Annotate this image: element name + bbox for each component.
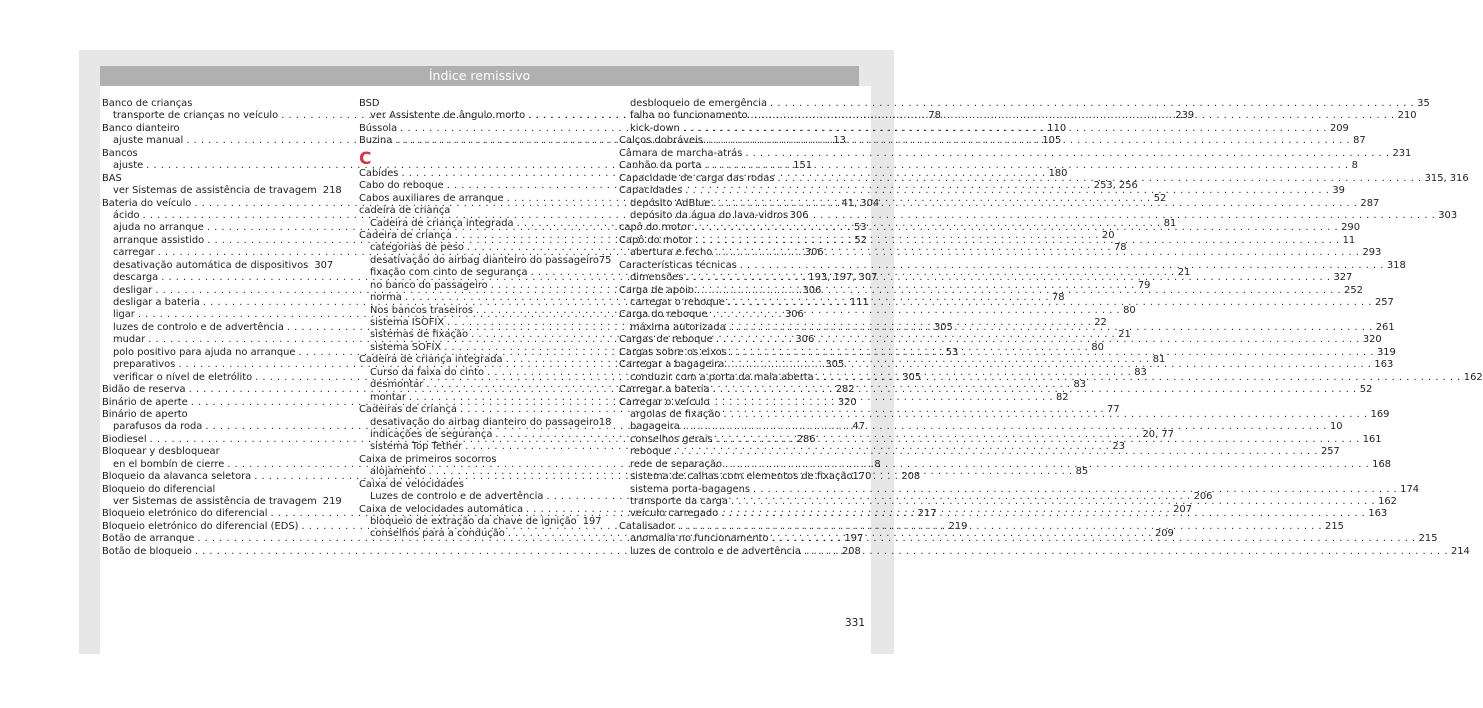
entry-page-ref: 11 bbox=[1342, 234, 1356, 246]
entry-page-ref: 23 bbox=[1112, 441, 1125, 453]
index-subentry bbox=[359, 416, 612, 429]
entry-term: ver Sistemas de assistência de travagem bbox=[113, 185, 317, 197]
index-entry bbox=[619, 259, 1406, 272]
leader-dots bbox=[751, 110, 1395, 122]
entry-term: Câmara de marcha-atrás bbox=[619, 147, 743, 159]
entry-page-ref: 174 bbox=[1400, 483, 1420, 495]
entry-term: Bateria do veículo bbox=[102, 197, 192, 209]
entry-term: Bloqueio eletrónico do diferencial bbox=[102, 508, 268, 520]
index-entry bbox=[619, 309, 860, 321]
entry-page-ref: 82 bbox=[1056, 391, 1069, 403]
leader-dots bbox=[713, 384, 1357, 396]
entry-page-ref: 75 bbox=[598, 254, 612, 266]
leader-dots bbox=[716, 434, 1360, 446]
entry-term: Capacidade de carga das rodas bbox=[619, 172, 775, 184]
entry-page-ref: 41, 304 bbox=[841, 197, 880, 209]
entry-term: Cadeira de criança integrada bbox=[359, 354, 503, 366]
entry-term: desativação do airbag dianteiro do passageiro bbox=[370, 416, 599, 428]
leader-dots bbox=[791, 210, 1435, 222]
index-subentry bbox=[359, 254, 612, 267]
entry-term: Calços dobráveis bbox=[619, 135, 703, 147]
entry-term: alojamento bbox=[370, 466, 426, 478]
entry-term: desbloqueio de emergência bbox=[630, 98, 768, 109]
entry-page-ref: 214 bbox=[1450, 545, 1470, 557]
entry-page-ref: 305 bbox=[902, 371, 922, 383]
entry-term: Bloquear y desbloquear bbox=[102, 446, 220, 458]
entry-page-ref: 293 bbox=[1362, 247, 1382, 259]
entry-term: bloqueio de extração da chave de ignição bbox=[370, 516, 577, 527]
entry-term: capô do motor bbox=[619, 222, 692, 234]
entry-term: Botão de arranque bbox=[102, 533, 195, 545]
leader-dots bbox=[817, 372, 1461, 384]
entry-term: sistemas de fixação bbox=[370, 329, 469, 341]
entry-page-ref: 239 bbox=[1175, 110, 1195, 122]
entry-term: carregar o reboque bbox=[630, 297, 725, 308]
entry-page-ref: 306 bbox=[802, 284, 822, 296]
leader-dots bbox=[683, 123, 1327, 135]
entry-term: conduzir com a porta da mala aberta bbox=[630, 371, 814, 383]
leader-dots bbox=[723, 409, 1367, 421]
entry-page-ref: 13 bbox=[833, 135, 846, 147]
entry-term: ligar bbox=[113, 309, 135, 321]
entry-term: conselhos gerais bbox=[630, 433, 713, 445]
entry-page-ref: 217 bbox=[917, 508, 937, 520]
entry-term: ajuste manual bbox=[113, 135, 184, 147]
leader-dots bbox=[704, 160, 1348, 172]
leader-dots bbox=[697, 285, 1341, 297]
entry-term: falha no funcionamento bbox=[630, 110, 748, 122]
leader-dots bbox=[706, 135, 1350, 147]
entry-page-ref: 169 bbox=[1370, 408, 1390, 420]
entry-term: Cabos auxiliares de arranque bbox=[359, 192, 504, 204]
entry-term: preparativos bbox=[113, 359, 176, 371]
entry-term: abertura e fecho bbox=[630, 247, 713, 259]
page-number: 331 bbox=[845, 617, 866, 629]
entry-page-ref: 209 bbox=[1329, 122, 1349, 134]
entry-page-ref: 20 bbox=[1101, 229, 1115, 241]
index-subentry bbox=[102, 185, 342, 197]
entry-page-ref: 257 bbox=[1320, 446, 1340, 458]
entry-page-ref: 231 bbox=[1392, 147, 1412, 159]
entry-term: descarga bbox=[113, 272, 159, 284]
entry-page-ref: 305 bbox=[825, 359, 845, 371]
entry-page-ref: 318 bbox=[1386, 259, 1406, 271]
entry-term: Carga do reboque bbox=[619, 309, 708, 321]
index-entry bbox=[102, 409, 332, 421]
entry-page-ref: 163 bbox=[1368, 508, 1388, 520]
entry-page-ref: 21 bbox=[1118, 329, 1131, 341]
entry-term: Cabides bbox=[359, 167, 399, 179]
entry-term: Bloqueio do diferencial bbox=[102, 483, 216, 495]
entry-term: desligar a bateria bbox=[113, 297, 200, 308]
entry-term: Catalisador bbox=[619, 520, 675, 532]
leader-dots bbox=[713, 198, 1357, 210]
entry-term: sistema porta-bagagens bbox=[630, 483, 751, 495]
entry-term: polo positivo para ajuda no arranque bbox=[113, 346, 296, 358]
entry-page-ref: 253, 256 bbox=[1093, 180, 1138, 192]
index-subentry bbox=[619, 209, 1458, 222]
entry-page-ref: 207 bbox=[1173, 503, 1192, 515]
entry-page-ref: 197 bbox=[844, 533, 864, 545]
entry-term: kick-down bbox=[630, 122, 680, 134]
entry-page-ref: 209 bbox=[1154, 528, 1174, 540]
entry-term: Binário de aperto bbox=[102, 408, 188, 420]
entry-page-ref: 80 bbox=[1123, 304, 1136, 316]
entry-page-ref: 22 bbox=[1094, 317, 1107, 328]
leader-dots bbox=[804, 546, 1448, 558]
leader-dots bbox=[770, 98, 1414, 110]
entry-term: BSD bbox=[359, 98, 380, 109]
leader-dots bbox=[727, 359, 1371, 371]
entry-term: bagageira bbox=[630, 421, 680, 433]
entry-term: Bússola bbox=[359, 122, 398, 134]
index-subentry bbox=[619, 98, 1430, 110]
entry-term: ver Sistemas de assistência de travagem bbox=[113, 496, 317, 507]
index-subentry bbox=[102, 260, 332, 272]
entry-term: cadeira de criança bbox=[359, 205, 451, 217]
entry-page-ref: 290 bbox=[1341, 222, 1360, 234]
entry-page-ref: 197 bbox=[582, 516, 602, 527]
entry-term: sistema ISOFIX bbox=[370, 317, 445, 328]
entry-page-ref: 8 bbox=[874, 458, 881, 470]
leader-dots bbox=[678, 521, 1322, 533]
index-entry bbox=[619, 147, 1412, 160]
entry-term: no banco do passageiro bbox=[370, 279, 488, 291]
leader-dots bbox=[745, 148, 1389, 160]
entry-page-ref: 110 bbox=[1047, 122, 1067, 134]
entry-term: parafusos da roda bbox=[113, 421, 203, 433]
entry-term: Carregar o veículo bbox=[619, 396, 710, 408]
entry-term: argolas de fixação bbox=[630, 408, 721, 420]
index-entry bbox=[619, 160, 1358, 172]
entry-page-ref: 18 bbox=[598, 416, 612, 428]
entry-term: máxima autorizada bbox=[630, 321, 726, 333]
entry-term: Carregar a bateria bbox=[619, 384, 710, 396]
entry-page-ref: 52 bbox=[1153, 192, 1167, 204]
index-subentry bbox=[619, 458, 1392, 471]
entry-page-ref: 162 bbox=[1378, 496, 1397, 507]
entry-term: Botão de bloqueio bbox=[102, 545, 192, 557]
entry-page-ref: 79 bbox=[1137, 279, 1151, 291]
entry-page-ref: 306 bbox=[804, 247, 824, 259]
entry-page-ref: 170 bbox=[852, 471, 872, 483]
entry-page-ref: 306 bbox=[789, 209, 809, 221]
index-subentry bbox=[619, 545, 1470, 558]
entry-term: BAS bbox=[102, 172, 122, 184]
entry-term: ajuda no arranque bbox=[113, 222, 204, 234]
entry-term: norma bbox=[370, 292, 402, 304]
index-subentry bbox=[619, 483, 1420, 496]
entry-page-ref: 287 bbox=[1360, 197, 1380, 209]
entry-term: Nos bancos traseiros bbox=[370, 304, 474, 316]
entry-page-ref: 53 bbox=[945, 346, 959, 358]
entry-term: Cadeira de criança bbox=[359, 229, 452, 241]
page-header: Índice remissivo bbox=[100, 66, 859, 86]
entry-page-ref: 10 bbox=[1329, 421, 1343, 433]
entry-term: ácido bbox=[113, 209, 140, 221]
entry-term: reboque bbox=[630, 446, 671, 458]
entry-page-ref: 193, 197, 307 bbox=[808, 272, 878, 284]
entry-term: Capacidades bbox=[619, 185, 683, 197]
entry-term: ajuste bbox=[113, 160, 144, 172]
leader-dots bbox=[695, 235, 1339, 247]
entry-page-ref: 83 bbox=[1134, 366, 1147, 378]
entry-page-ref: 180 bbox=[1048, 167, 1068, 179]
entry-page-ref: 53 bbox=[853, 222, 867, 234]
entry-term: Banco dianteiro bbox=[102, 122, 180, 134]
leader-dots bbox=[730, 347, 1374, 359]
entry-page-ref: 78 bbox=[928, 110, 941, 122]
entry-page-ref: 315, 316 bbox=[1424, 172, 1469, 184]
leader-dots bbox=[721, 508, 1365, 520]
entry-term: arranque assistido bbox=[113, 234, 205, 246]
entry-term: carregar bbox=[113, 247, 155, 259]
entry-term: sistema Top Tether bbox=[370, 441, 463, 453]
entry-term: Cargas sobre os eixos bbox=[619, 346, 727, 358]
entry-term: Buzina bbox=[359, 135, 393, 147]
entry-page-ref: 319 bbox=[1376, 346, 1396, 358]
entry-page-ref: 163 bbox=[1374, 359, 1394, 371]
leader-dots bbox=[753, 484, 1397, 496]
entry-page-ref: 208 bbox=[901, 471, 921, 483]
leader-dots bbox=[740, 260, 1384, 272]
entry-term: Cadeira de criança integrada bbox=[370, 217, 514, 229]
entry-page-ref: 111 bbox=[849, 297, 869, 308]
index-entry bbox=[102, 446, 332, 458]
entry-page-ref: 215 bbox=[1325, 520, 1344, 532]
entry-page-ref: 210 bbox=[1397, 110, 1417, 122]
entry-term: sistema SOFIX bbox=[370, 341, 442, 353]
entry-page-ref: 306 bbox=[795, 334, 815, 346]
entry-page-ref: 218 bbox=[322, 185, 342, 197]
entry-term: Caixa de velocidades automática bbox=[359, 503, 524, 515]
index-entry bbox=[102, 148, 332, 160]
index-entry bbox=[619, 397, 860, 409]
index-entry bbox=[359, 454, 601, 466]
entry-term: Canhão da porta bbox=[619, 160, 702, 172]
entry-page-ref: 306 bbox=[784, 309, 804, 321]
entry-term: veículo carregado bbox=[630, 508, 719, 520]
entry-page-ref: 81 bbox=[1163, 217, 1177, 229]
section-letter: C bbox=[359, 148, 372, 169]
entry-term: depósito da água do lava-vidros bbox=[630, 209, 789, 221]
index-entry bbox=[102, 98, 332, 110]
entry-page-ref: 161 bbox=[1362, 433, 1382, 445]
entry-page-ref: 78 bbox=[1051, 292, 1065, 304]
index-entry bbox=[359, 98, 601, 110]
leader-dots bbox=[716, 334, 1360, 346]
entry-term: indicações de segurança bbox=[370, 428, 493, 440]
leader-dots bbox=[731, 496, 1375, 508]
entry-term: Cargas de reboque bbox=[619, 334, 713, 346]
entry-term: Cadeiras de criança bbox=[359, 404, 457, 416]
entry-term: desativação do airbag dianteiro do passageiro bbox=[370, 254, 599, 266]
entry-term: anomalia no funcionamento bbox=[630, 533, 769, 545]
index-entry bbox=[359, 479, 601, 491]
leader-dots bbox=[686, 272, 1330, 284]
leader-dots bbox=[778, 173, 1422, 185]
entry-term: ver Assistente de ângulo morto bbox=[370, 110, 526, 122]
entry-term: conselhos para a condução bbox=[370, 528, 505, 540]
entry-page-ref: 307 bbox=[314, 259, 334, 271]
entry-term: Características técnicas bbox=[619, 259, 737, 271]
entry-term: Luzes de controlo e de advertência bbox=[370, 491, 544, 503]
entry-term: fixação com cinto de segurança bbox=[370, 267, 528, 279]
leader-dots bbox=[694, 222, 1338, 234]
entry-page-ref: 257 bbox=[1374, 297, 1394, 308]
entry-term: transporte da carga bbox=[630, 496, 728, 507]
entry-term: desligar bbox=[113, 284, 153, 296]
entry-term: Bidão de reserva bbox=[102, 384, 186, 396]
entry-page-ref: 286 bbox=[796, 433, 816, 445]
entry-term: Cabo do reboque bbox=[359, 180, 444, 192]
entry-page-ref: 52 bbox=[854, 234, 867, 246]
entry-term: Carregar a bagageira bbox=[619, 359, 725, 371]
entry-page-ref: 83 bbox=[1073, 379, 1087, 391]
entry-term: Bloqueio eletrónico do diferencial (EDS) bbox=[102, 520, 299, 532]
entry-page-ref: 305 bbox=[933, 321, 953, 333]
entry-page-ref: 282 bbox=[835, 384, 855, 396]
entry-term: montar bbox=[370, 391, 406, 403]
entry-page-ref: 327 bbox=[1333, 272, 1353, 284]
index-entry bbox=[102, 484, 332, 496]
entry-page-ref: 87 bbox=[1353, 135, 1366, 147]
entry-page-ref: 105 bbox=[1042, 135, 1062, 147]
entry-page-ref: 303 bbox=[1438, 209, 1458, 221]
entry-term: Biodiesel bbox=[102, 433, 147, 445]
entry-term: rede de separação bbox=[630, 458, 723, 470]
entry-term: Binário de aperte bbox=[102, 396, 188, 408]
entry-page-ref: 162 bbox=[1463, 371, 1483, 383]
entry-page-ref: 85 bbox=[1075, 466, 1089, 478]
leader-dots bbox=[725, 459, 1369, 471]
entry-term: luzes de controlo e de advertência bbox=[630, 545, 801, 557]
entry-page-ref: 320 bbox=[837, 396, 857, 408]
entry-term: Caixa de velocidades bbox=[359, 478, 464, 490]
entry-term: Capô do motor bbox=[619, 234, 693, 246]
index-entry bbox=[102, 173, 332, 185]
leader-dots bbox=[685, 185, 1329, 197]
entry-term: categorias de peso bbox=[370, 242, 464, 254]
leader-dots bbox=[715, 247, 1359, 259]
entry-term: Bloqueio da alavanca seletora bbox=[102, 471, 252, 483]
entry-page-ref: 219 bbox=[948, 520, 968, 532]
entry-term: Bancos bbox=[102, 147, 138, 159]
entry-term: en el bombín de cierre bbox=[113, 458, 225, 470]
entry-page-ref: 252 bbox=[1344, 284, 1363, 296]
entry-term: Caixa de primeiros socorros bbox=[359, 453, 497, 465]
entry-page-ref: 168 bbox=[1372, 458, 1392, 470]
entry-page-ref: 208 bbox=[841, 545, 861, 557]
entry-term: depósito AdBlue bbox=[630, 197, 711, 209]
entry-term: verificar o nível de eletrólito bbox=[113, 371, 253, 383]
entry-term: desmontar bbox=[370, 379, 424, 391]
entry-term: dimensões bbox=[630, 272, 684, 284]
entry-page-ref: 151 bbox=[793, 160, 813, 172]
entry-term: Carga de apoio bbox=[619, 284, 694, 296]
leader-dots bbox=[772, 533, 1416, 545]
entry-page-ref: 47 bbox=[852, 421, 865, 433]
entry-page-ref: 77 bbox=[1107, 404, 1120, 416]
entry-term: Curso da faixa do cinto bbox=[370, 366, 485, 378]
entry-page-ref: 52 bbox=[1359, 384, 1373, 396]
entry-term: luzes de controlo e de advertência bbox=[113, 321, 284, 333]
entry-page-ref: 215 bbox=[1418, 533, 1438, 545]
entry-page-ref: 219 bbox=[322, 496, 342, 507]
entry-page-ref: 78 bbox=[1114, 242, 1127, 254]
entry-page-ref: 81 bbox=[1152, 354, 1166, 366]
leader-dots bbox=[674, 446, 1318, 458]
index-subentry bbox=[619, 421, 1343, 433]
entry-page-ref: 206 bbox=[1193, 491, 1213, 503]
entry-term: Banco de crianças bbox=[102, 98, 193, 109]
entry-term: transporte de crianças no veículo bbox=[113, 110, 279, 122]
leader-dots bbox=[729, 322, 1373, 334]
entry-page-ref: 35 bbox=[1417, 98, 1430, 109]
index-entry bbox=[102, 123, 332, 135]
entry-page-ref: 20, 77 bbox=[1142, 428, 1174, 440]
index-subentry bbox=[102, 496, 342, 508]
entry-term: desativação automática de dispositivos bbox=[113, 259, 309, 271]
entry-term: mudar bbox=[113, 334, 146, 346]
index-entry bbox=[359, 205, 601, 217]
entry-term: sistema de calhas com elementos de fixação bbox=[630, 471, 853, 483]
index-subentry bbox=[359, 516, 601, 528]
entry-page-ref: 320 bbox=[1362, 334, 1382, 346]
entry-page-ref: 21 bbox=[1177, 267, 1191, 279]
leader-dots bbox=[683, 421, 1327, 433]
entry-page-ref: 80 bbox=[1091, 341, 1104, 353]
leader-dots bbox=[728, 297, 1372, 309]
entry-page-ref: 8 bbox=[1351, 160, 1358, 172]
entry-page-ref: 39 bbox=[1332, 185, 1345, 197]
index-subentry bbox=[619, 471, 872, 483]
entry-page-ref: 261 bbox=[1375, 321, 1395, 333]
